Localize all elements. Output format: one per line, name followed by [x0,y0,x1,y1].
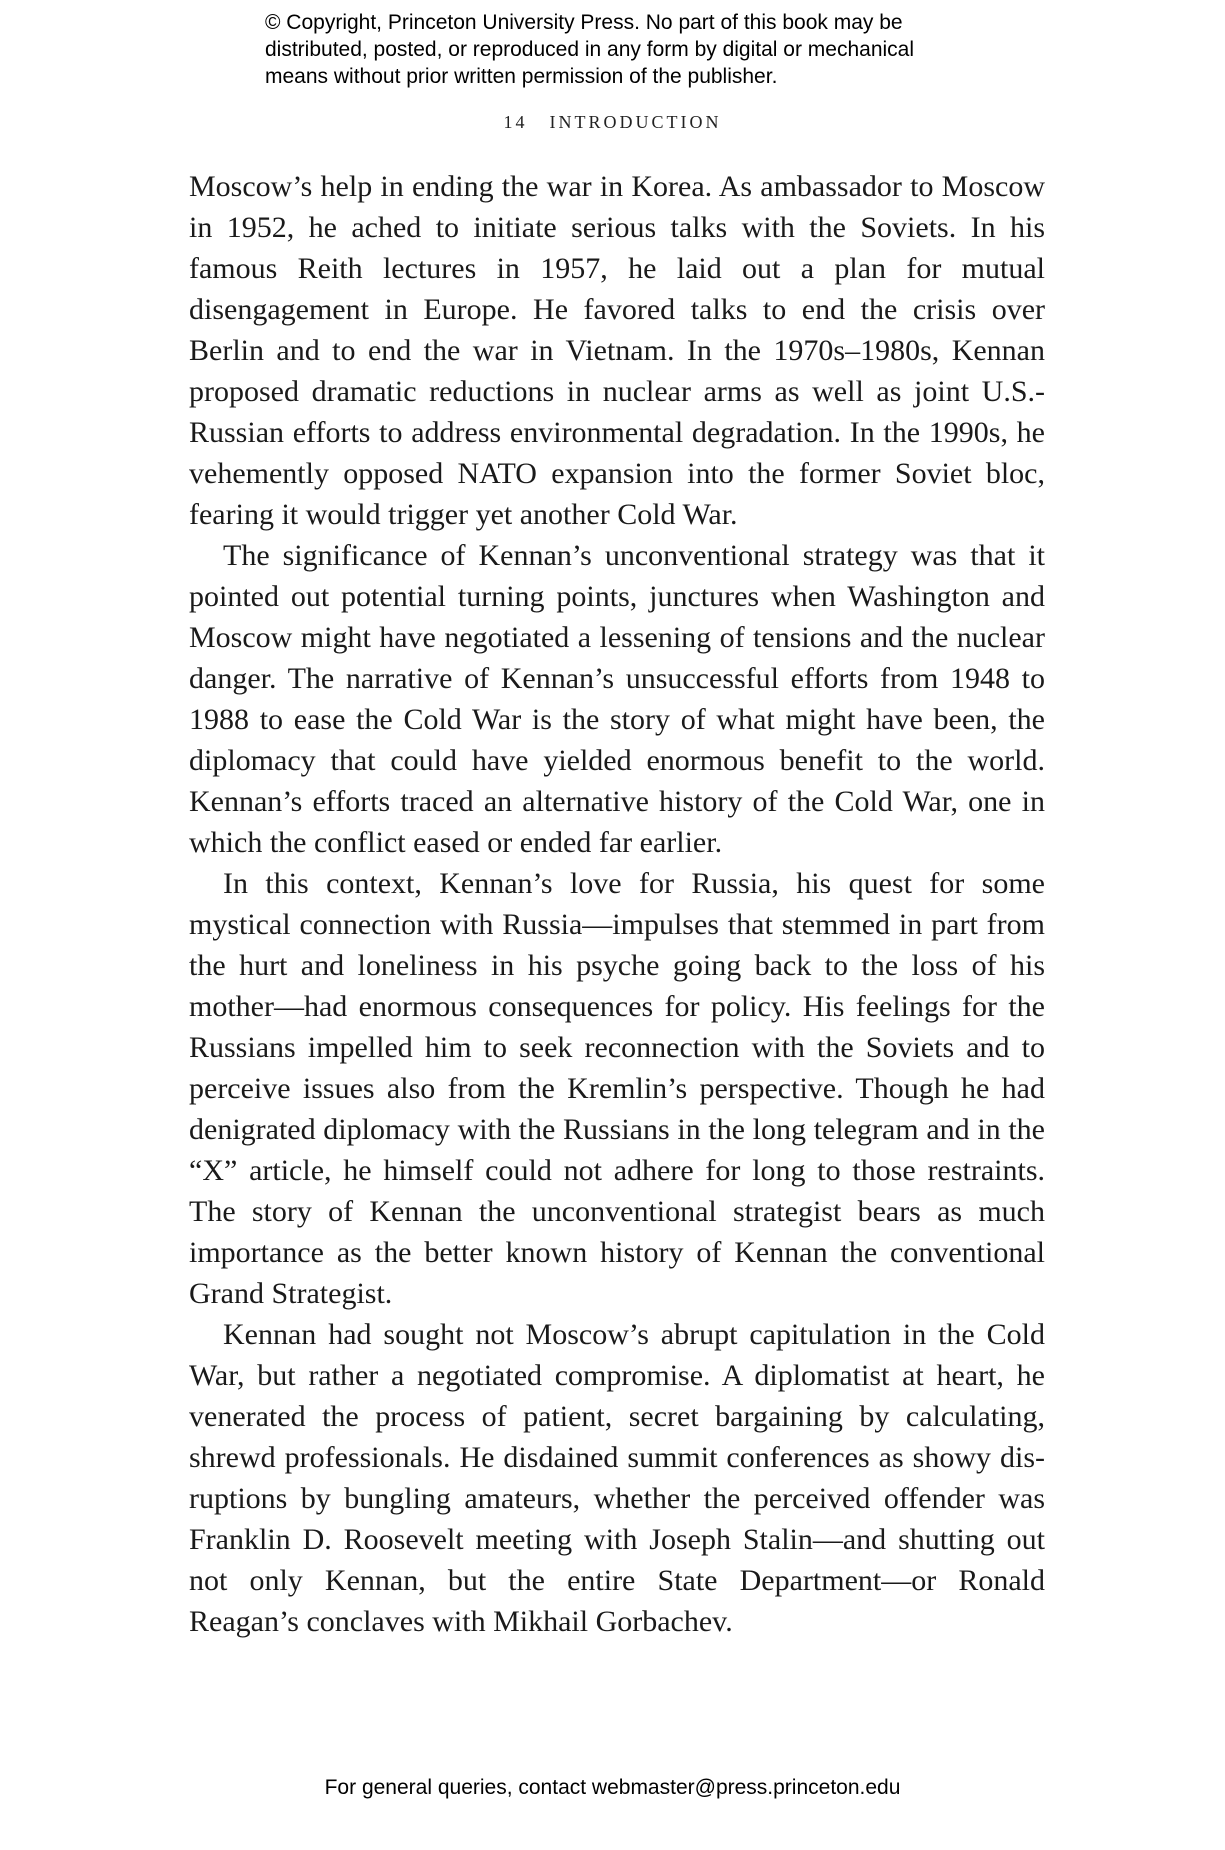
paragraph: In this context, Kennan’s love for Russia, his quest for some mystical connection with Russia—impulses that stemmed in part from the hurt and loneliness in his psyche going back to the loss of his mother—had enormous consequences for policy. His feelings for the Russians impelled him to seek reconnection with the Soviets and to perceive issues also from the Kremlin’s perspective. Though he had denigrated diplomacy with the Russians in the long telegram and in the “X” article, he himself could not adhere for long to those restraints. The story of Kennan the unconventional strategist bears as much importance as the better known history of Kennan the conventional Grand Strategist. [189,867,1045,1310]
copyright-line: © Copyright, Princeton University Press. No part of this book may be [265,11,903,34]
body-text [189,166,1045,1642]
copyright-notice [265,9,1025,90]
paragraph: The significance of Kennan’s unconventional strategy was that it pointed out potential turning points, junctures when Washington and Moscow might have negotiated a lessening of tensions and the nuclear danger. The narrative of Kennan’s unsuccessful efforts from 1948 to 1988 to ease the Cold War is the story of what might have been, the diplomacy that could have yielded enormous benefit to the world. Kennan’s efforts traced an alternative history of the Cold War, one in which the conflict eased or ended far earlier. [189,539,1045,859]
running-head [0,112,1225,133]
copyright-line: means without prior written permission of the publisher. [265,65,778,88]
paragraph: Kennan had sought not Moscow’s abrupt capitulation in the Cold War, but rather a negotiated compromise. A diplomatist at heart, he venerated the process of patient, secret bargaining by calculating, shrewd professionals. He disdained summit conferences as showy disruptions by bungling amateurs, whether the perceived offender was Franklin D. Roosevelt meeting with Joseph Stalin—and shutting out not only Kennan, but the entire State Department—or Ronald Reagan’s conclaves with Mikhail Gorbachev. [189,1318,1045,1638]
copyright-line: distributed, posted, or reproduced in any form by digital or mechanical [265,38,915,61]
chapter-title: INTRODUCTION [549,112,722,132]
footer-contact: For general queries, contact webmaster@press.princeton.edu [324,1776,901,1799]
page-number: 14 [503,112,528,132]
paragraph: Moscow’s help in ending the war in Korea. As ambassador to Moscow in 1952, he ached to initiate serious talks with the Soviets. In his famous Reith lectures in 1957, he laid out a plan for mutual disengagement in Europe. He favored talks to end the crisis over Berlin and to end the war in Vietnam. In the 1970s–1980s, Kennan proposed dramatic reductions in nuclear arms as well as joint U.S.-Russian efforts to address environmental degradation. In the 1990s, he vehemently opposed NATO expansion into the former Soviet bloc, fearing it would trigger yet another Cold War. [189,170,1045,531]
